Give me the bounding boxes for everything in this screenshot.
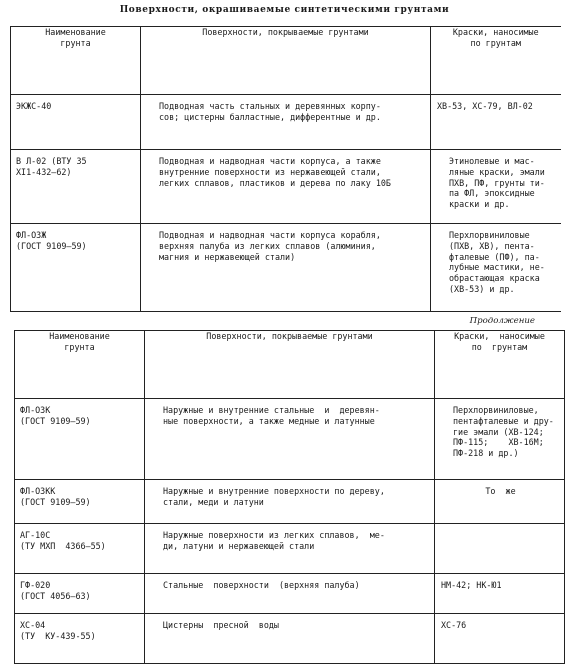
header-name: Наименование грунта xyxy=(15,331,145,399)
primer-name: ХС-04 (ТУ КУ-439-55) xyxy=(15,614,145,664)
table-header-row xyxy=(15,331,565,399)
primer-name: ФЛ-ОЗЖ (ГОСТ 9109—59) xyxy=(11,224,141,312)
primer-paints: Перхлорвиниловые (ПХВ, ХВ), пента- фталевые (ПФ), па- лубные мастики, не- обрастающая краска (ХВ-53) и др. xyxy=(431,224,561,312)
primer-name: ФЛ-ОЗКК (ГОСТ 9109—59) xyxy=(15,480,145,524)
primer-surfaces: Наружные поверхности из легких сплавов, ме- ди, латуни и нержавеющей стали xyxy=(145,524,435,574)
primer-surfaces: Цистерны пресной воды xyxy=(145,614,435,664)
primer-paints: ХВ-53, ХС-79, ВЛ-02 xyxy=(431,95,561,150)
primers-table-2 xyxy=(14,330,565,664)
table-row xyxy=(15,480,565,524)
table-row xyxy=(15,614,565,664)
table-row xyxy=(11,224,561,312)
primer-surfaces: Стальные поверхности (верхняя палуба) xyxy=(145,574,435,614)
primer-paints: Этинолевые и мас- ляные краски, эмали ПХВ, ПФ, грунты ти- па ФЛ, эпоксидные краски и др. xyxy=(431,150,561,224)
header-surfaces: Поверхности, покрываемые грунтами xyxy=(145,331,435,399)
primer-name: ФЛ-ОЗК (ГОСТ 9109—59) xyxy=(15,399,145,480)
primer-surfaces: Наружные и внутренние поверхности по дереву, стали, меди и латуни xyxy=(145,480,435,524)
primer-paints xyxy=(435,524,565,574)
primer-paints: Перхлорвиниловые, пентафталевые и дру- гие эмали (ХВ-124; ПФ-115; ХВ-16М; ПФ-218 и др.) xyxy=(435,399,565,480)
header-paints: Краски, наносимые по грунтам xyxy=(435,331,565,399)
header-name: Наименование грунта xyxy=(11,27,141,95)
page-title: Поверхности, окрашиваемые синтетическими грунтами xyxy=(119,5,450,15)
table-row xyxy=(11,95,561,150)
table-header-row xyxy=(11,27,561,95)
primers-table-1 xyxy=(10,26,561,312)
primer-paints: ХС-76 xyxy=(435,614,565,664)
primer-paints: То же xyxy=(435,480,565,524)
primer-surfaces: Подводная и надводная части корпуса, а также внутренние поверхности из нержавеющей стали, легких сплавов, пластиков и дерева по лаку 10Б xyxy=(141,150,431,224)
primer-surfaces: Подводная и надводная части корпуса корабля, верхняя палуба из легких сплавов (алюминия, магния и нержавеющей стали) xyxy=(141,224,431,312)
primer-surfaces: Наружные и внутренние стальные и деревян- ные поверхности, а также медные и латунные xyxy=(145,399,435,480)
table-row xyxy=(15,574,565,614)
table-row xyxy=(11,150,561,224)
primer-name: ГФ-020 (ГОСТ 4056—63) xyxy=(15,574,145,614)
primer-paints: НМ-42; НК-Ю1 xyxy=(435,574,565,614)
table-row xyxy=(15,524,565,574)
table-row xyxy=(15,399,565,480)
header-surfaces: Поверхности, покрываемые грунтами xyxy=(141,27,431,95)
primer-name: ЭКЖС-40 xyxy=(11,95,141,150)
primer-name: АГ-10С (ТУ МХП 4366—55) xyxy=(15,524,145,574)
continuation-label: Продолжение xyxy=(469,316,535,326)
primer-name: В Л-02 (ВТУ 35 ХI1-432—62) xyxy=(11,150,141,224)
header-paints: Краски, наносимые по грунтам xyxy=(431,27,561,95)
primer-surfaces: Подводная часть стальных и деревянных корпу- сов; цистерны балластные, дифферентные и др. xyxy=(141,95,431,150)
